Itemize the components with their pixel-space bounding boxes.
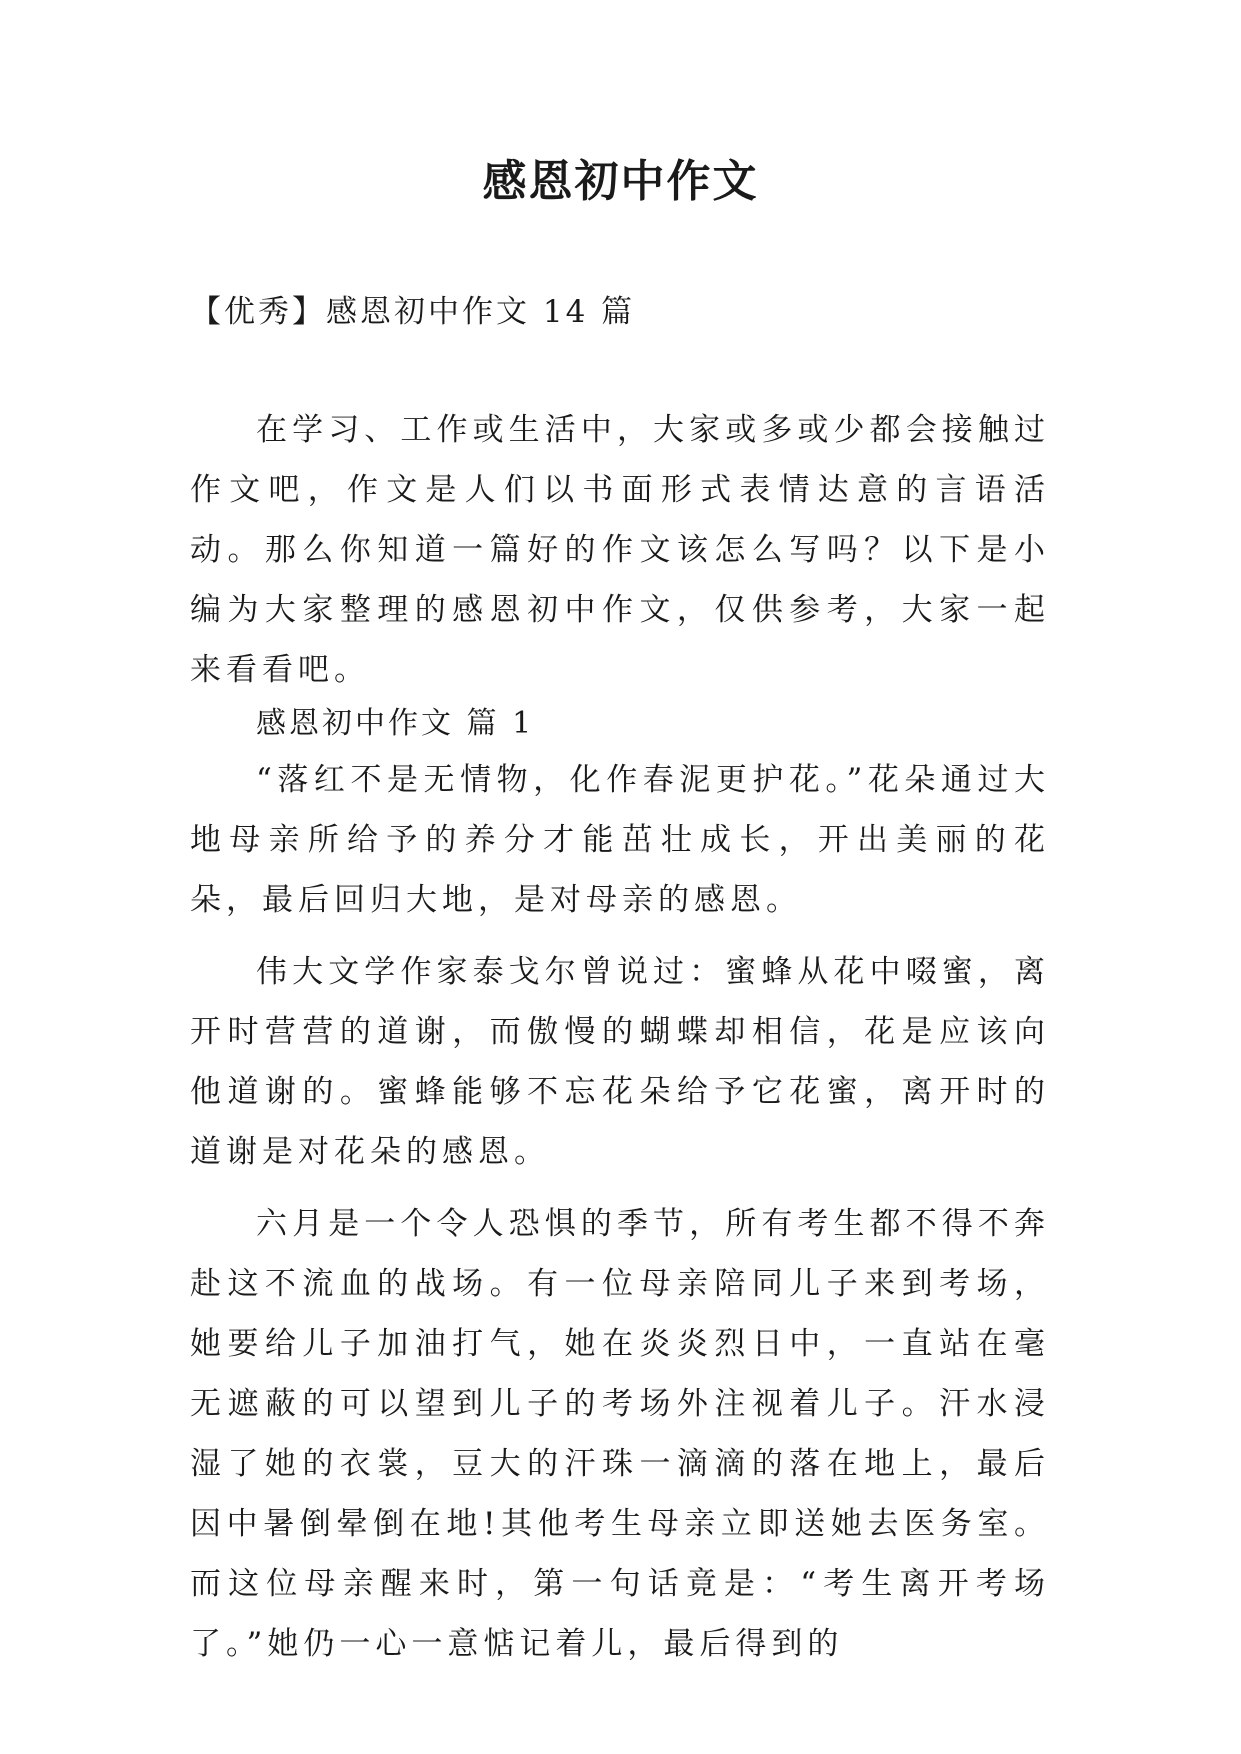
essay-paragraph-1: “落红不是无情物，化作春泥更护花。”花朵通过大地母亲所给予的养分才能茁壮成长，开出美丽的花朵，最后回归大地，是对母亲的感恩。 xyxy=(190,762,1050,918)
essay-paragraph-2: 伟大文学作家泰戈尔曾说过：蜜蜂从花中啜蜜，离开时营营的道谢，而傲慢的蝴蝶却相信，花是应该向他道谢的。蜜蜂能够不忘花朵给予它花蜜，离开时的道谢是对花朵的感恩。 xyxy=(190,954,1050,1170)
section-heading: 感恩初中作文 篇 1 xyxy=(256,706,535,741)
intro-paragraph: 在学习、工作或生活中，大家或多或少都会接触过作文吧，作文是人们以书面形式表情达意的言语活动。那么你知道一篇好的作文该怎么写吗？以下是小编为大家整理的感恩初中作文，仅供参考，大家一起来看看吧。 xyxy=(190,412,1050,688)
essay-body xyxy=(190,750,1050,1674)
document-title: 感恩初中作文 xyxy=(482,156,759,207)
intro-section xyxy=(190,400,1050,700)
document-subtitle: 【优秀】感恩初中作文 14 篇 xyxy=(190,294,636,330)
essay-paragraph-3: 六月是一个令人恐惧的季节，所有考生都不得不奔赴这不流血的战场。有一位母亲陪同儿子来到考场，她要给儿子加油打气，她在炎炎烈日中，一直站在毫无遮蔽的可以望到儿子的考场外注视着儿子。汗水浸湿了她的衣裳，豆大的汗珠一滴滴的落在地上，最后因中暑倒晕倒在地!其他考生母亲立即送她去医务室。而这位母亲醒来时，第一句话竟是：“考生离开考场了。”她仍一心一意惦记着儿，最后得到的 xyxy=(190,1206,1050,1662)
